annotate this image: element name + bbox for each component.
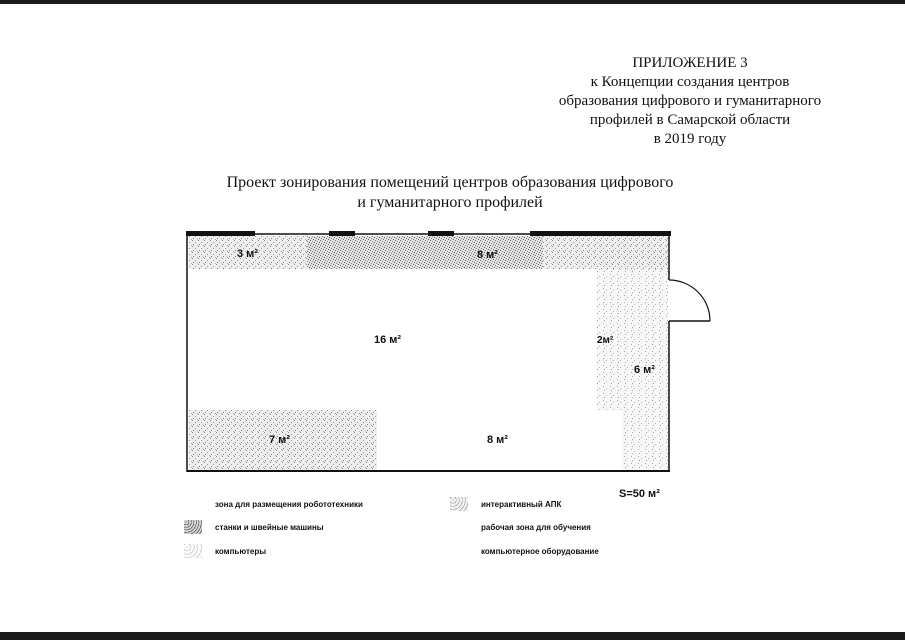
legend-swatch-robotics (184, 497, 202, 511)
legend-label-interactive-apk: интерактивный АПК (481, 500, 562, 509)
zone-right-lower-fill (622, 410, 668, 470)
legend-label-robotics: зона для размещения робототехники (215, 500, 363, 509)
zone-top-right-fill (543, 236, 668, 269)
door-swing-arc (669, 280, 710, 321)
appendix-line: профилей в Самарской области (589, 112, 791, 128)
legend-swatch-computers (184, 544, 202, 558)
legend-swatch-machines (184, 520, 202, 534)
zone-label-bottom-left: 7 м² (269, 434, 290, 446)
zone-label-center: 16 м² (374, 334, 402, 346)
zone-label-top-left: 3 м² (237, 248, 258, 260)
appendix-line: в 2019 году (653, 131, 727, 147)
legend-swatch-computer-equipment (450, 544, 468, 558)
zone-label-bottom-middle: 8 м² (487, 434, 508, 446)
zone-top-middle-fill (307, 236, 543, 269)
appendix-line: к Концепции создания центров (590, 74, 790, 90)
legend-label-computer-equipment: компьютерное оборудование (481, 547, 599, 556)
wall-segment-top-left (186, 231, 255, 236)
legend-label-computers: компьютеры (215, 547, 267, 556)
title-line: Проект зонирования помещений центров образования цифрового (226, 174, 674, 191)
window-left (329, 231, 355, 236)
title-line: и гуманитарного профилей (357, 194, 543, 211)
legend-swatch-learning-zone (450, 520, 468, 534)
scan-edge-bottom (0, 632, 905, 640)
zone-label-right-small: 2м² (597, 335, 614, 346)
legend-label-learning-zone: рабочая зона для обучения (481, 523, 591, 532)
appendix-line: образования цифрового и гуманитарного (558, 93, 822, 109)
zone-label-top-middle: 8 м² (477, 249, 498, 261)
legend-label-machines: станки и швейные машины (215, 523, 324, 532)
legend-swatch-interactive-apk (450, 497, 468, 511)
wall-segment-top-right (530, 231, 671, 236)
appendix-line: ПРИЛОЖЕНИЕ 3 (632, 55, 748, 71)
zone-label-right: 6 м² (634, 364, 655, 376)
window-middle (428, 231, 454, 236)
total-area: S=50 м² (619, 488, 660, 500)
